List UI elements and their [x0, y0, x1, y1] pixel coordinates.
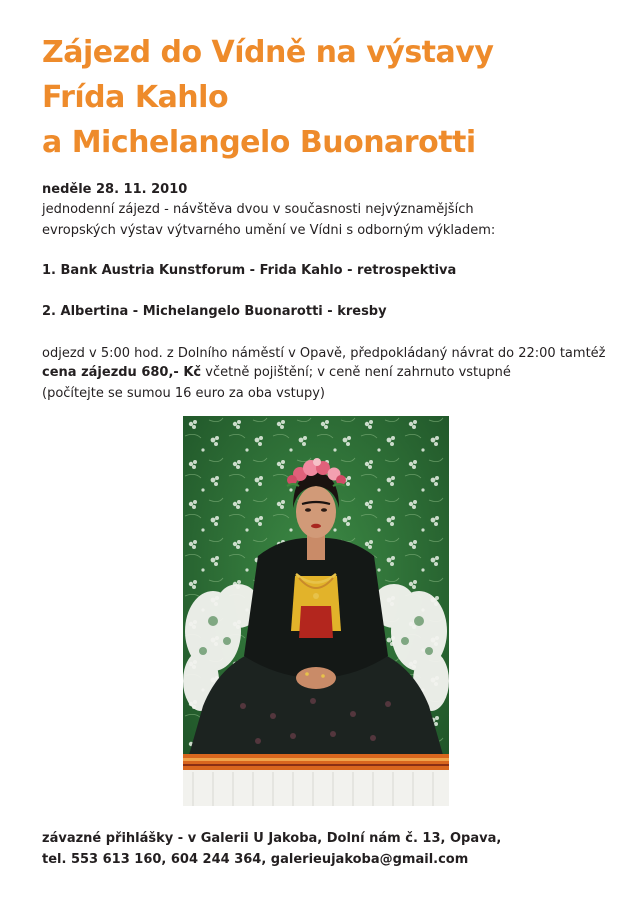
event-description-line-1: jednodenní zájezd - návštěva dvou v současnosti nejvýznamějších	[42, 202, 474, 217]
frida-kahlo-photo	[183, 416, 449, 806]
face	[296, 486, 336, 538]
contact-info: tel. 553 613 160, 604 244 364, galerieujakoba@gmail.com	[42, 852, 469, 867]
title-line-2: Frída Kahlo	[42, 80, 229, 115]
hands	[296, 667, 336, 689]
price-info	[42, 364, 511, 382]
price-details: včetně pojištění; v ceně není zahrnuto vstupné	[201, 365, 511, 380]
departure-info: odjezd v 5:00 hod. z Dolního náměstí v Opavě, předpokládaný návrat do 22:00 tamtéž	[42, 346, 606, 361]
exhibition-item-1: 1. Bank Austria Kunstforum - Frida Kahlo - retrospektiva	[42, 263, 457, 278]
price-amount: cena zájezdu 680,- Kč	[42, 365, 202, 380]
petticoat	[183, 770, 449, 806]
exhibition-item-2: 2. Albertina - Michelangelo Buonarotti - kresby	[42, 304, 387, 319]
portrait-illustration	[183, 416, 449, 806]
registration-info: závazné přihlášky - v Galerii U Jakoba, Dolní nám č. 13, Opava,	[42, 831, 502, 846]
title-line-1: Zájezd do Vídně na výstavy	[42, 35, 494, 70]
skirt-hem	[183, 754, 449, 770]
title-line-3: a Michelangelo Buonarotti	[42, 125, 476, 160]
event-description-line-2: evropských výstav výtvarného umění ve Vídni s odborným výkladem:	[42, 223, 496, 238]
flyer-title	[42, 30, 493, 165]
event-date: neděle 28. 11. 2010	[42, 182, 188, 197]
entry-fee-note: (počítejte se sumou 16 euro za oba vstupy)	[42, 386, 325, 401]
